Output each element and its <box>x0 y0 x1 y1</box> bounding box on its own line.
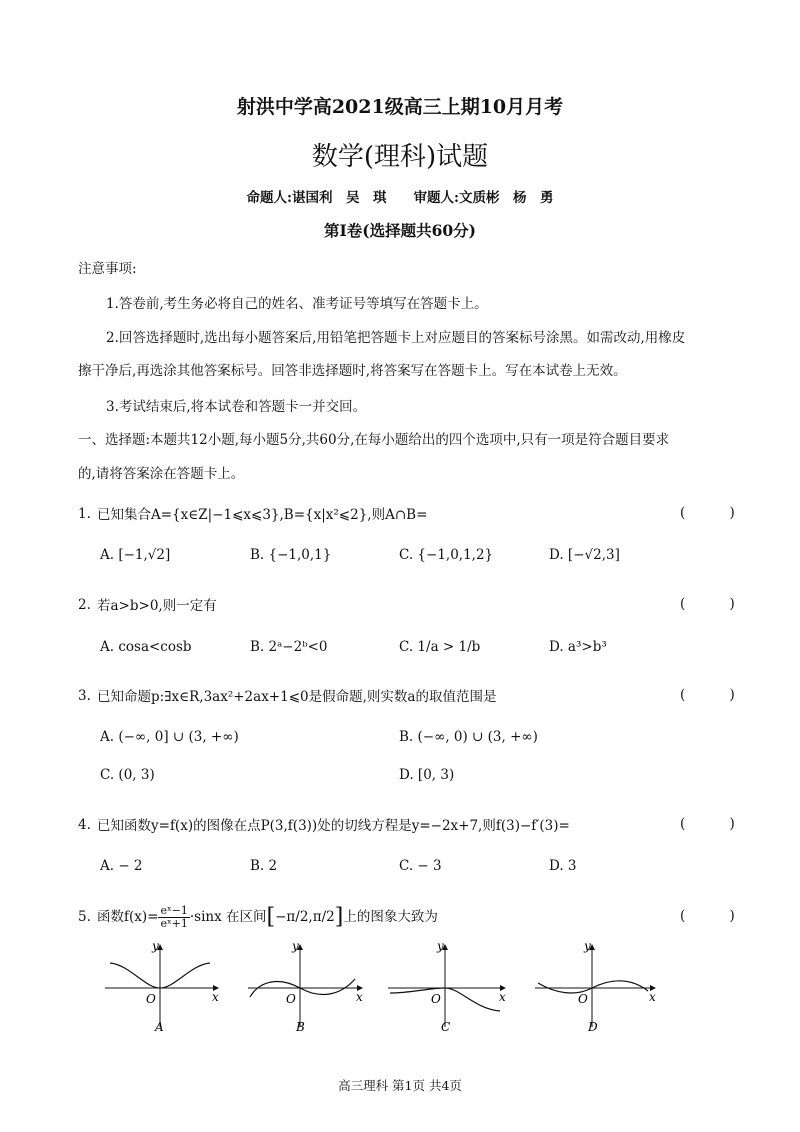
graph-c-label: C <box>441 1020 451 1034</box>
question-2-option-b: B. 2ᵃ−2ᵇ<0 <box>250 639 328 655</box>
graph-b <box>248 939 363 1034</box>
question-1-option-c: C. {−1,0,1,2} <box>399 547 494 563</box>
question-1-option-d: D. [−√2,3] <box>549 547 620 563</box>
question-5-frac-numerator: eˣ−1 <box>160 904 188 917</box>
question-5-stem-mid: ·sinx 在区间 <box>189 909 267 925</box>
question-2-option-c: C. 1/a > 1/b <box>399 639 481 655</box>
question-1-number: 1. <box>78 506 91 522</box>
question-5-interval-left: −π/2 <box>275 909 309 925</box>
question-4-stem: 已知函数y=f(x)的图像在点P(3,f(3))处的切线方程是y=−2x+7,则f(3)−f′(3)= <box>97 818 570 834</box>
part1-intro-line1: 一、选择题:本题共12小题,每小题5分,共60分,在每小题给出的四个选项中,只有一项是符合题目要求 <box>78 432 670 448</box>
part1-intro-line2: 的,请将答案涂在答题卡上。 <box>78 466 245 482</box>
question-5-graphs <box>100 935 700 1040</box>
question-1-option-b: B. {−1,0,1} <box>250 547 332 563</box>
question-4-option-b: B. 2 <box>250 858 278 874</box>
graph-a-label: A <box>155 1020 164 1034</box>
note-item-2: 2.回答选择题时,选出每小题答案后,用铅笔把答题卡上对应题目的答案标号涂黑。如需改动,用橡皮 <box>106 330 686 346</box>
graph-d <box>535 939 656 1034</box>
graph-c <box>388 939 506 1034</box>
note-item-2-cont: 擦干净后,再选涂其他答案标号。回答非选择题时,将答案写在答题卡上。写在本试卷上无效。 <box>78 363 627 379</box>
graph-a <box>105 939 219 1034</box>
question-4-number: 4. <box>78 817 91 833</box>
question-3-option-c: C. (0, 3) <box>100 767 155 783</box>
graph-c-x-label: x <box>499 990 506 1004</box>
question-4-option-a: A. − 2 <box>100 858 143 874</box>
graph-b-label: B <box>296 1020 305 1034</box>
section-heading: 第Ⅰ卷(选择题共60分) <box>324 221 476 240</box>
graph-d-x-label: x <box>649 990 656 1004</box>
question-3-answer-paren: ( ) <box>680 687 755 703</box>
exam-school-title: 射洪中学高2021级高三上期10月月考 <box>236 96 564 118</box>
question-4-option-d: D. 3 <box>549 858 577 874</box>
graph-c-origin: O <box>431 992 441 1006</box>
question-3-option-d: D. [0, 3) <box>399 767 455 783</box>
question-3-option-a: A. (−∞, 0] ∪ (3, +∞) <box>100 729 239 745</box>
graph-d-label: D <box>588 1020 598 1034</box>
question-2-option-a: A. cosa<cosb <box>100 639 192 655</box>
question-5-stem: 函数f(x)= $\frac{\text{eˣ−1}}{\text{eˣ+1}}$ ·sinx 在区间[−π/2,π/2]上的图象大致为 <box>97 904 438 930</box>
question-3-stem: 已知命题p:∃x∈R,3ax²+2ax+1⩽0是假命题,则实数a的取值范围是 <box>97 689 497 705</box>
question-5-fraction <box>158 905 189 930</box>
graph-a-y-label: y <box>152 939 159 953</box>
question-4-option-c: C. − 3 <box>399 858 442 874</box>
question-5-answer-paren: ( ) <box>680 908 755 924</box>
graph-d-origin: O <box>578 992 588 1006</box>
question-2-number: 2. <box>78 597 91 613</box>
graph-d-y-label: y <box>584 939 591 953</box>
question-5-stem-suffix: 上的图象大致为 <box>343 909 438 925</box>
exam-authors: 命题人:谌国利 吴 琪 审题人:文质彬 杨 勇 <box>246 190 554 206</box>
question-3-number: 3. <box>78 688 91 704</box>
question-2-answer-paren: ( ) <box>680 596 755 612</box>
notes-heading: 注意事项: <box>78 261 137 277</box>
question-5-frac-denominator: eˣ+1 <box>160 917 188 930</box>
question-2-option-d: D. a³>b³ <box>549 639 607 655</box>
question-5-number: 5. <box>78 909 91 925</box>
page-footer: 高三理科 第1页 共4页 <box>338 1078 462 1093</box>
graph-b-origin: O <box>286 992 296 1006</box>
question-1-answer-paren: ( ) <box>680 505 755 521</box>
question-5-interval-right: π/2 <box>312 909 335 925</box>
graph-b-x-label: x <box>356 990 363 1004</box>
question-5-stem-prefix: 函数f(x)= <box>97 909 159 925</box>
graph-a-origin: O <box>146 992 156 1006</box>
question-1-option-a: A. [−1,√2] <box>100 547 171 563</box>
graph-a-x-label: x <box>212 990 219 1004</box>
graph-d-curve <box>538 981 648 993</box>
question-2-stem: 若a>b>0,则一定有 <box>97 598 217 614</box>
graph-c-y-label: y <box>437 939 444 953</box>
exam-subject-title: 数学(理科)试题 <box>311 142 489 172</box>
graph-b-y-label: y <box>292 939 299 953</box>
question-4-answer-paren: ( ) <box>680 816 755 832</box>
note-item-3: 3.考试结束后,将本试卷和答题卡一并交回。 <box>106 399 367 415</box>
question-1-stem: 已知集合A={x∈Z|−1⩽x⩽3},B={x|x²⩽2},则A∩B= <box>97 507 428 523</box>
note-item-1: 1.答卷前,考生务必将自己的姓名、准考证号等填写在答题卡上。 <box>106 296 488 312</box>
question-3-option-b: B. (−∞, 0) ∪ (3, +∞) <box>399 729 538 745</box>
